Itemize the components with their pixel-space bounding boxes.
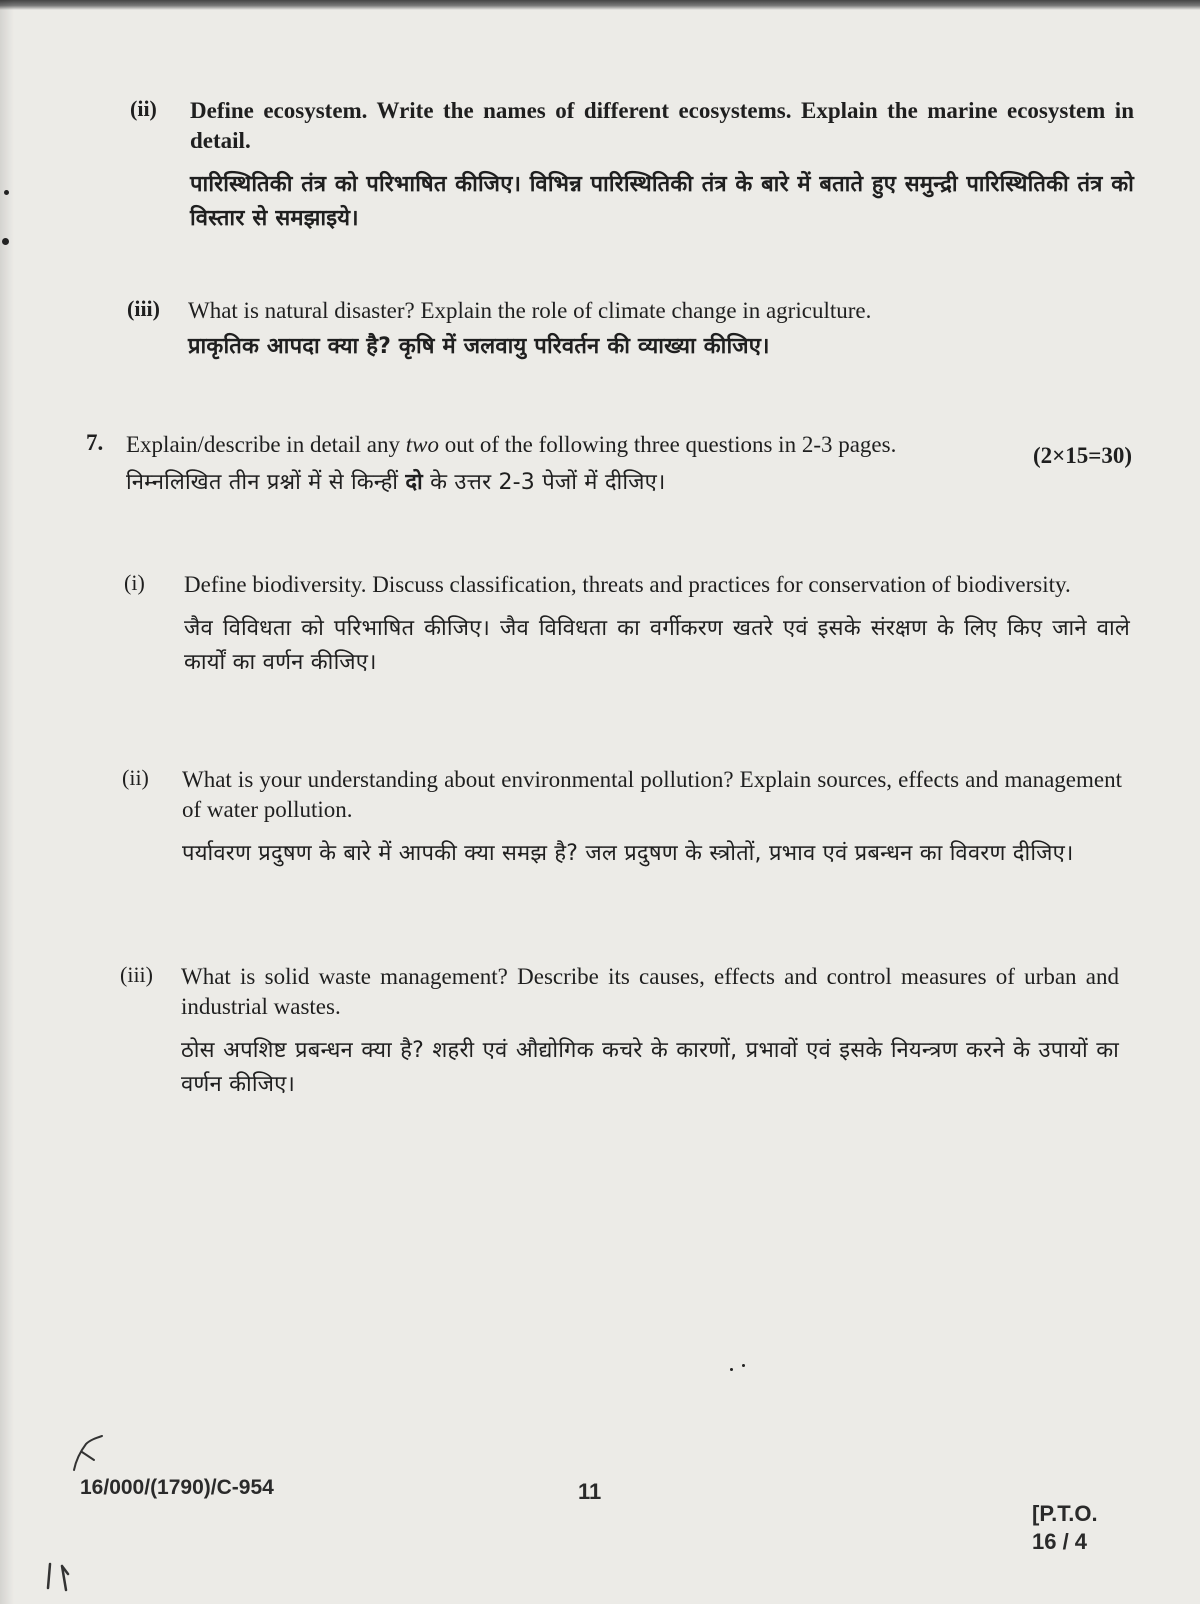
question-7-iii-label: (iii) xyxy=(120,962,153,987)
instruction-text-start: Explain/describe in detail any xyxy=(126,432,406,457)
series-text: 16 / 4 xyxy=(1032,1529,1088,1554)
question-7-iii xyxy=(181,962,1119,1102)
question-6-iii xyxy=(188,296,1108,364)
question-6-iii-english: What is natural disaster? Explain the role of climate change in agriculture. xyxy=(188,298,872,323)
pto-text: [P.T.O. xyxy=(1032,1501,1098,1526)
stray-ink-icon xyxy=(42,1560,82,1594)
instruction-hindi-start: निम्नलिखित तीन प्रश्नों में से किन्हीं xyxy=(126,470,406,495)
ink-speck xyxy=(742,1364,745,1367)
pto-label xyxy=(1032,1500,1098,1556)
question-7-ii xyxy=(182,765,1122,871)
question-7-ii-label: (ii) xyxy=(122,765,149,790)
page-number: 11 xyxy=(578,1479,602,1504)
question-6-ii-english: Define ecosystem. Write the names of different ecosystems. Explain the marine ecosystem in detail. xyxy=(190,98,1134,153)
instruction-hindi-end: के उत्तर 2-3 पेजों में दीजिए। xyxy=(422,470,666,495)
question-7-i-english: Define biodiversity. Discuss classification, threats and practices for conservation of biodiversity. xyxy=(184,572,1071,597)
instruction-text-end: out of the following three questions in 2-3 pages. xyxy=(438,432,897,457)
question-7-instruction xyxy=(126,430,1006,500)
instruction-hindi-emphasis: दो xyxy=(405,470,423,495)
page-top-edge xyxy=(0,0,1200,10)
margin-speck xyxy=(4,190,9,195)
question-7-ii-english: What is your understanding about environmental pollution? Explain sources, effects and management of water pollution. xyxy=(182,767,1122,822)
question-7-iii-hindi: ठोस अपशिष्ट प्रबन्धन क्या है? शहरी एवं औद्योगिक कचरे के कारणों, प्रभावों एवं इसके नियन्त्रण करने के उपायों का वर्णन कीजिए। xyxy=(181,1038,1119,1097)
question-6-iii-hindi: प्राकृतिक आपदा क्या है? कृषि में जलवायु परिवर्तन की व्याख्या कीजिए। xyxy=(188,334,770,359)
paper-code: 16/000/(1790)/C-954 xyxy=(80,1476,274,1499)
question-6-ii-hindi: पारिस्थितिकी तंत्र को परिभाषित कीजिए। विभिन्न पारिस्थितिकी तंत्र के बारे में बताते हुए समुन्द्री पारिस्थितिकी तंत्र को विस्तार से समझाइये। xyxy=(190,172,1134,231)
question-7-instruction-hindi xyxy=(126,466,1006,500)
ink-speck xyxy=(730,1368,733,1371)
question-7-marks: (2×15=30) xyxy=(1032,443,1132,468)
question-6-ii-label: (ii) xyxy=(130,96,157,121)
question-7-instruction-english xyxy=(126,430,1006,460)
instruction-emphasis: two xyxy=(405,432,439,457)
question-6-iii-label: (iii) xyxy=(127,296,160,321)
pen-mark-icon xyxy=(66,1430,106,1474)
margin-speck xyxy=(2,238,9,245)
question-7-ii-hindi: पर्यावरण प्रदुषण के बारे में आपकी क्या समझ है? जल प्रदुषण के स्त्रोतों, प्रभाव एवं प्रबन्धन का विवरण दीजिए। xyxy=(182,841,1074,866)
question-7-number: 7. xyxy=(86,430,104,455)
question-7-i-label: (i) xyxy=(124,570,145,595)
question-6-ii xyxy=(190,96,1134,236)
question-7-i xyxy=(184,570,1130,680)
question-7-i-hindi: जैव विविधता को परिभाषित कीजिए। जैव विविधता का वर्गीकरण खतरे एवं इसके संरक्षण के लिए किए जाने वाले कार्यों का वर्णन कीजिए। xyxy=(184,616,1130,675)
question-7-iii-english: What is solid waste management? Describe its causes, effects and control measures of urban and industrial wastes. xyxy=(181,964,1119,1019)
